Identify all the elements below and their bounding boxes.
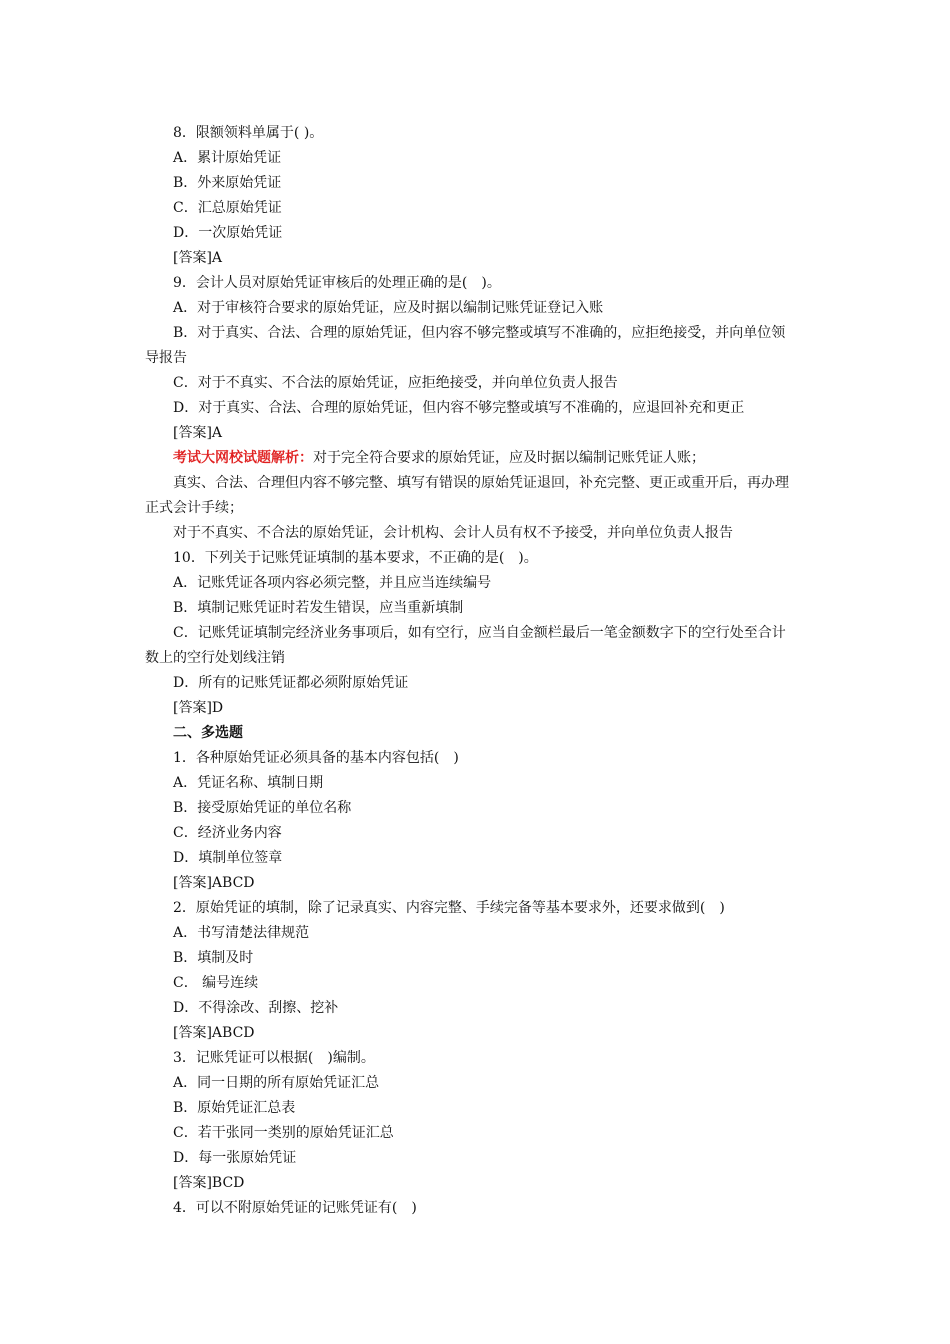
line-text: A．凭证名称、填制日期 bbox=[173, 775, 324, 791]
text-line bbox=[0, 721, 950, 746]
line-text: D．对于真实、合法、合理的原始凭证，但内容不够完整或填写不准确的，应退回补充和更正 bbox=[173, 400, 745, 416]
line-text: 9．会计人员对原始凭证审核后的处理正确的是( )。 bbox=[173, 275, 501, 291]
analysis-label: 考试大网校试题解析： bbox=[173, 450, 313, 466]
line-text: A．累计原始凭证 bbox=[173, 150, 282, 166]
line-text: [答案]ABCD bbox=[173, 1025, 255, 1041]
text-line bbox=[0, 696, 950, 721]
document-body bbox=[0, 121, 950, 1221]
text-line bbox=[0, 846, 950, 871]
text-line bbox=[0, 496, 950, 521]
text-line bbox=[0, 1021, 950, 1046]
text-line bbox=[0, 446, 950, 471]
text-line bbox=[0, 896, 950, 921]
text-line bbox=[0, 221, 950, 246]
line-text: 2．原始凭证的填制，除了记录真实、内容完整、手续完备等基本要求外，还要求做到( ) bbox=[173, 900, 725, 916]
line-text: 正式会计手续； bbox=[145, 500, 243, 516]
line-text: 8．限额领料单属于( )。 bbox=[173, 125, 324, 141]
line-text: B．对于真实、合法、合理的原始凭证，但内容不够完整或填写不准确的，应拒绝接受，并向单位领 bbox=[173, 325, 786, 341]
line-text: C．经济业务内容 bbox=[173, 825, 282, 841]
text-line bbox=[0, 321, 950, 346]
line-text: 3．记账凭证可以根据( )编制。 bbox=[173, 1050, 375, 1066]
text-line bbox=[0, 646, 950, 671]
line-text: D．填制单位签章 bbox=[173, 850, 283, 866]
text-line bbox=[0, 921, 950, 946]
line-text: A．同一日期的所有原始凭证汇总 bbox=[173, 1075, 380, 1091]
text-line bbox=[0, 471, 950, 496]
text-line bbox=[0, 346, 950, 371]
text-line bbox=[0, 671, 950, 696]
line-text: B．填制及时 bbox=[173, 950, 254, 966]
line-text: 二、多选题 bbox=[173, 725, 243, 741]
text-line bbox=[0, 1196, 950, 1221]
line-text: 对于完全符合要求的原始凭证，应及时据以编制记账凭证人账； bbox=[313, 450, 705, 466]
line-text: D．所有的记账凭证都必须附原始凭证 bbox=[173, 675, 409, 691]
text-line bbox=[0, 871, 950, 896]
text-line bbox=[0, 1146, 950, 1171]
text-line bbox=[0, 121, 950, 146]
line-text: C．记账凭证填制完经济业务事项后，如有空行，应当自金额栏最后一笔金额数字下的空行处至合计 bbox=[173, 625, 786, 641]
text-line bbox=[0, 196, 950, 221]
line-text: C．对于不真实、不合法的原始凭证，应拒绝接受，并向单位负责人报告 bbox=[173, 375, 618, 391]
line-text: C． 编号连续 bbox=[173, 975, 259, 991]
text-line bbox=[0, 596, 950, 621]
text-line bbox=[0, 521, 950, 546]
text-line bbox=[0, 1071, 950, 1096]
text-line bbox=[0, 396, 950, 421]
text-line bbox=[0, 571, 950, 596]
line-text: 对于不真实、不合法的原始凭证，会计机构、会计人员有权不予接受，并向单位负责人报告 bbox=[173, 525, 733, 541]
line-text: 10．下列关于记账凭证填制的基本要求，不正确的是( )。 bbox=[173, 550, 538, 566]
line-text: B．原始凭证汇总表 bbox=[173, 1100, 296, 1116]
text-line bbox=[0, 1096, 950, 1121]
line-text: C．汇总原始凭证 bbox=[173, 200, 282, 216]
line-text: B．接受原始凭证的单位名称 bbox=[173, 800, 352, 816]
text-line bbox=[0, 946, 950, 971]
text-line bbox=[0, 271, 950, 296]
line-text: 真实、合法、合理但内容不够完整、填写有错误的原始凭证退回，补充完整、更正或重开后，再办理 bbox=[173, 475, 789, 491]
text-line bbox=[0, 746, 950, 771]
text-line bbox=[0, 296, 950, 321]
line-text: D．不得涂改、刮擦、挖补 bbox=[173, 1000, 339, 1016]
line-text: 4．可以不附原始凭证的记账凭证有( ) bbox=[173, 1200, 417, 1216]
text-line bbox=[0, 1121, 950, 1146]
line-text: 1．各种原始凭证必须具备的基本内容包括( ) bbox=[173, 750, 459, 766]
text-line bbox=[0, 1046, 950, 1071]
line-text: 导报告 bbox=[145, 350, 187, 366]
text-line bbox=[0, 371, 950, 396]
line-text: C．若干张同一类别的原始凭证汇总 bbox=[173, 1125, 394, 1141]
text-line bbox=[0, 971, 950, 996]
line-text: D．每一张原始凭证 bbox=[173, 1150, 297, 1166]
text-line bbox=[0, 621, 950, 646]
line-text: [答案]A bbox=[173, 425, 223, 441]
text-line bbox=[0, 171, 950, 196]
line-text: A．书写清楚法律规范 bbox=[173, 925, 310, 941]
text-line bbox=[0, 771, 950, 796]
text-line bbox=[0, 996, 950, 1021]
line-text: B．外来原始凭证 bbox=[173, 175, 282, 191]
text-line bbox=[0, 421, 950, 446]
line-text: [答案]D bbox=[173, 700, 224, 716]
line-text: B．填制记账凭证时若发生错误，应当重新填制 bbox=[173, 600, 464, 616]
text-line bbox=[0, 1171, 950, 1196]
line-text: [答案]ABCD bbox=[173, 875, 255, 891]
text-line bbox=[0, 821, 950, 846]
text-line bbox=[0, 146, 950, 171]
line-text: A．记账凭证各项内容必须完整，并且应当连续编号 bbox=[173, 575, 492, 591]
text-line bbox=[0, 246, 950, 271]
line-text: [答案]BCD bbox=[173, 1175, 245, 1191]
text-line bbox=[0, 546, 950, 571]
line-text: 数上的空行处划线注销 bbox=[145, 650, 285, 666]
line-text: [答案]A bbox=[173, 250, 223, 266]
line-text: D．一次原始凭证 bbox=[173, 225, 283, 241]
text-line bbox=[0, 796, 950, 821]
line-text: A．对于审核符合要求的原始凭证，应及时据以编制记账凭证登记入账 bbox=[173, 300, 604, 316]
